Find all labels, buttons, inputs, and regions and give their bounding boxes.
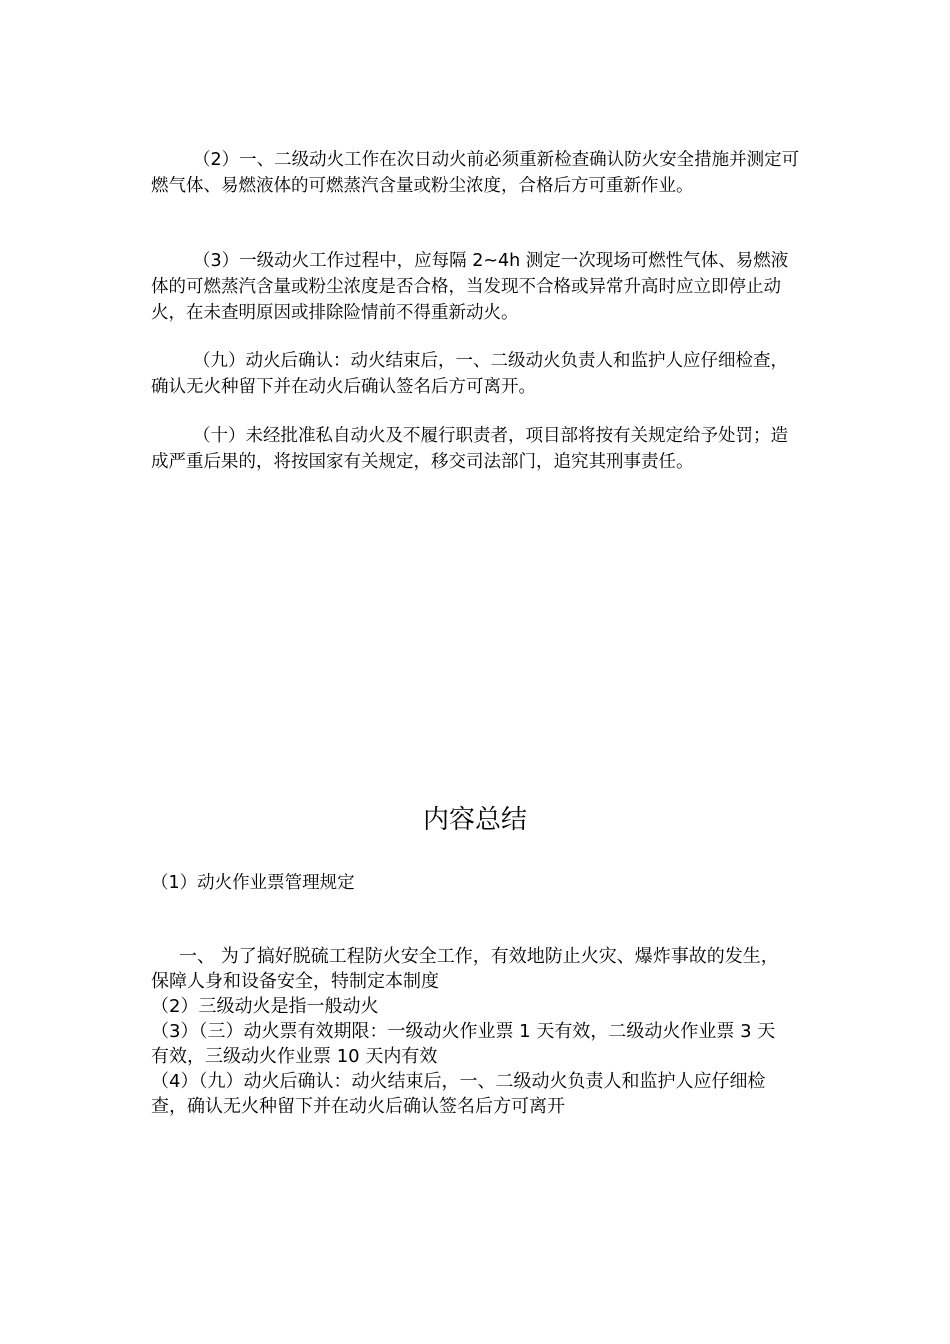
summary-item-1: （1）动火作业票管理规定 xyxy=(151,873,355,893)
summary-item-3: （3）（三）动火票有效期限：一级动火作业票 1 天有效，二级动火作业票 3 天有效，三级动火作业票 10 天内有效 xyxy=(151,1021,776,1067)
summary-item-2: （2）三级动火是指一般动火 xyxy=(151,996,379,1017)
summary-body xyxy=(151,944,791,1119)
paragraph-reinspection: （2）一、二级动火工作在次日动火前必须重新检查确认防火安全措施并测定可燃气体、易燃液体的可燃蒸汽含量或粉尘浓度，合格后方可重新作业。 xyxy=(151,150,800,196)
summary-title: 内容总结 xyxy=(422,805,527,835)
paragraph-post-fire-check: （九）动火后确认：动火结束后，一、二级动火负责人和监护人应仔细检查，确认无火种留下并在动火后确认签名后方可离开。 xyxy=(151,351,788,397)
summary-intro: 一、 为了搞好脱硫工程防火安全工作，有效地防止火灾、爆炸事故的发生，保障人身和设备安全，特制定本制度 xyxy=(151,946,779,992)
paragraph-gas-testing: （3）一级动火工作过程中，应每隔 2~4h 测定一次现场可燃性气体、易燃液体的可燃蒸汽含量或粉尘浓度是否合格，当发现不合格或异常升高时应立即停止动火，在未查明原因或排除险情前不得重新动火。 xyxy=(151,251,789,323)
paragraph-penalty: （十）未经批准私自动火及不履行职责者，项目部将按有关规定给予处罚；造成严重后果的，将按国家有关规定，移交司法部门，追究其刑事责任。 xyxy=(151,426,788,472)
summary-item-4: （4）（九）动火后确认：动火结束后，一、二级动火负责人和监护人应仔细检查，确认无火种留下并在动火后确认签名后方可离开 xyxy=(151,1071,766,1117)
